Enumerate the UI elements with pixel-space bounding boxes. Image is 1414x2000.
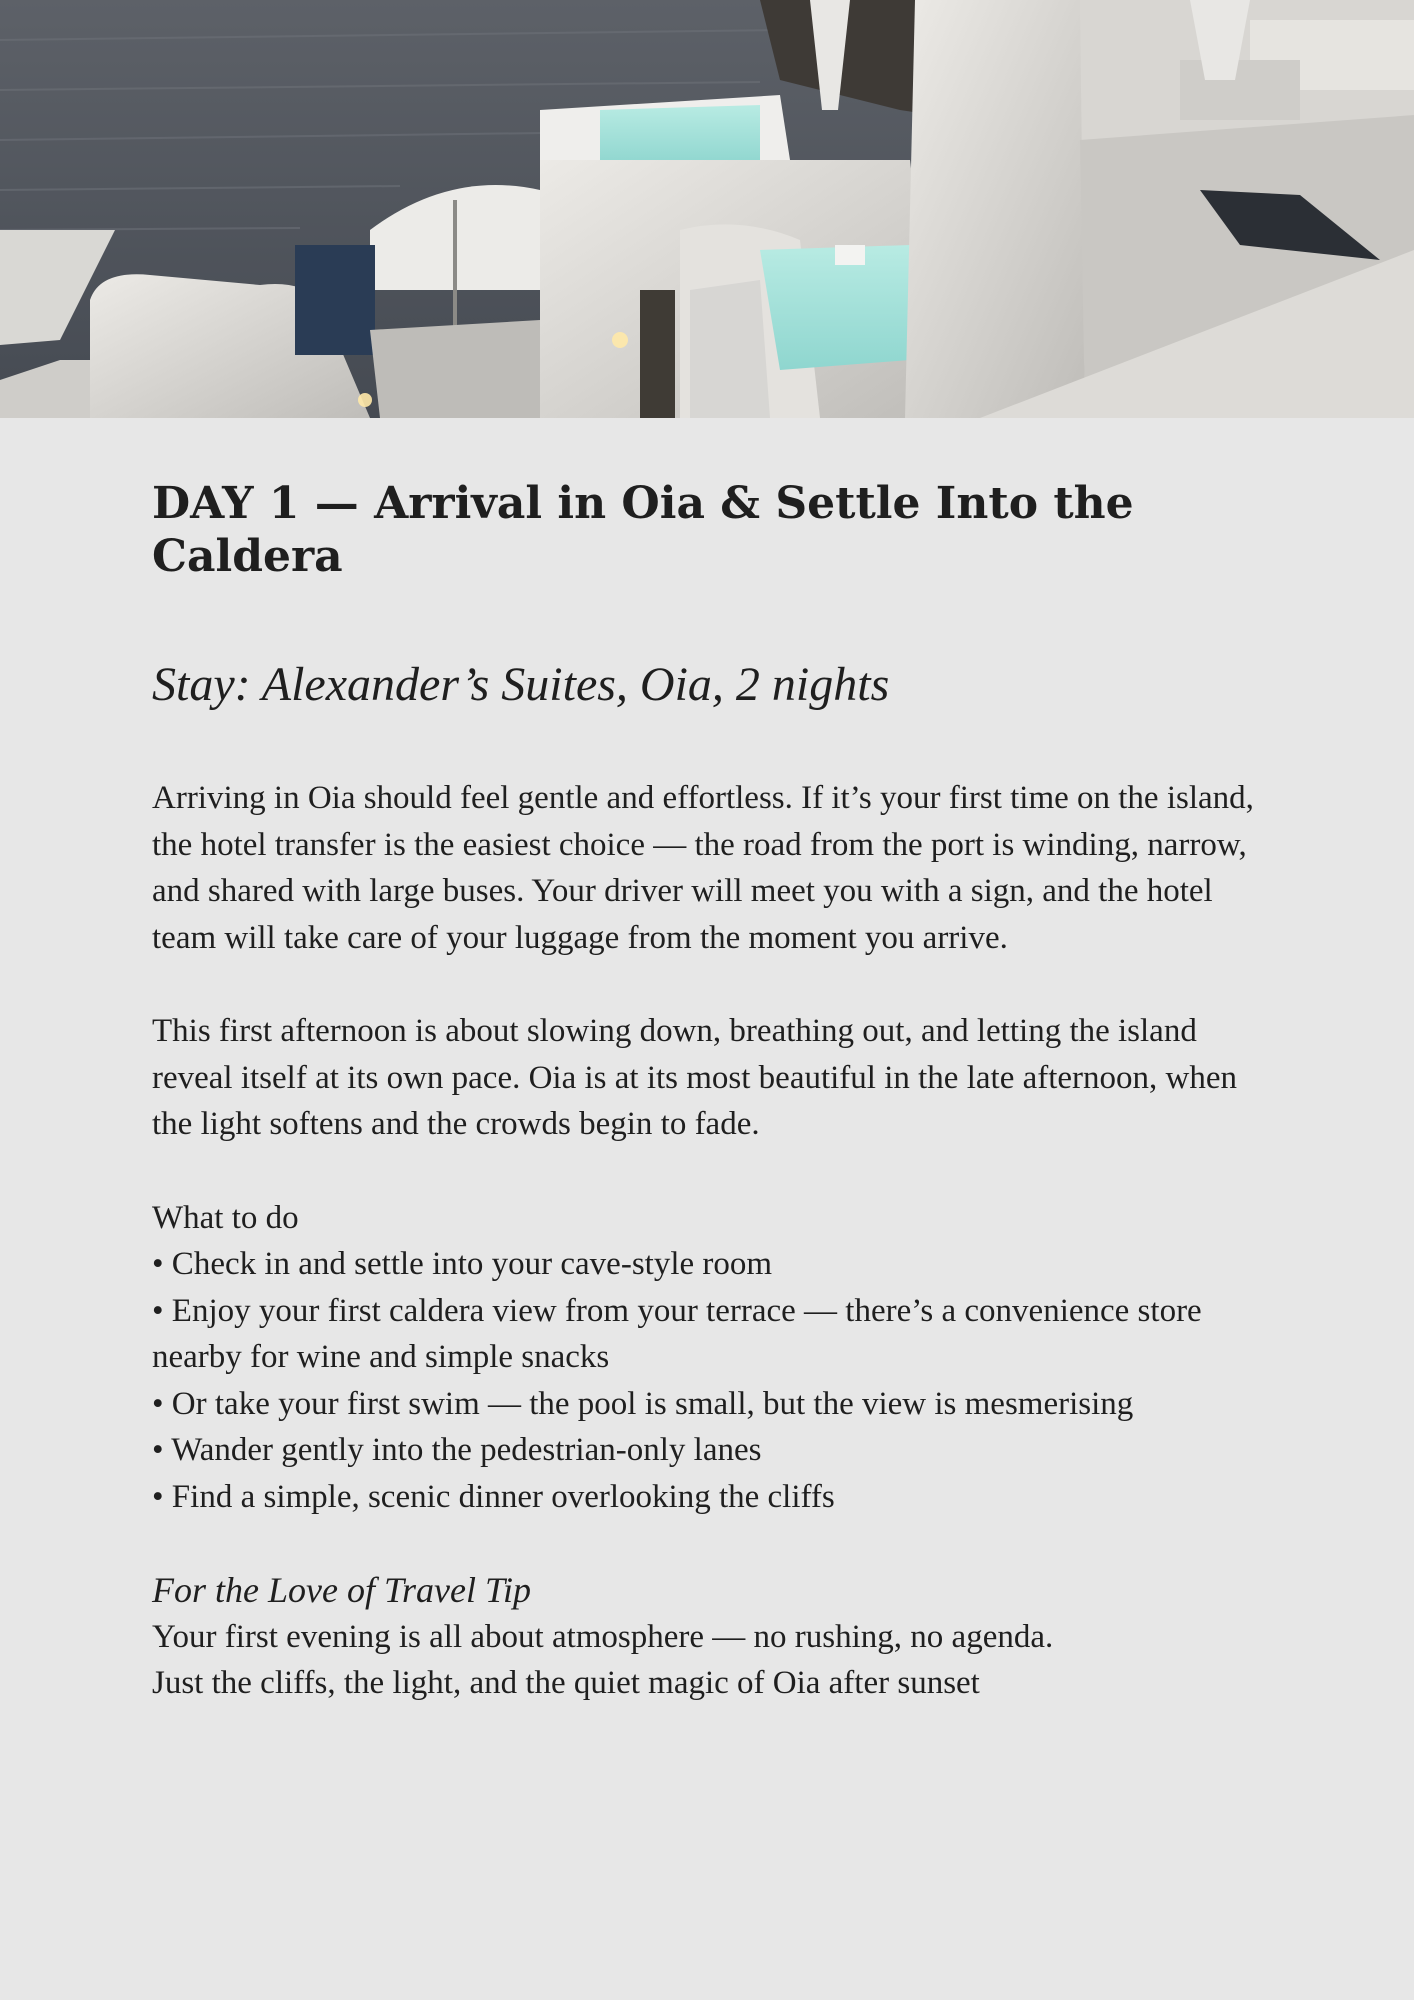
day-title: DAY 1 — Arrival in Oia & Settle Into the Caldera — [152, 478, 1134, 582]
what-to-do-section — [152, 1195, 1282, 1521]
list-item: • Or take your first swim — the pool is small, but the view is mesmerising — [152, 1385, 1134, 1422]
travel-tip-line: Just the cliffs, the light, and the quiet magic of Oia after sunset — [152, 1665, 980, 1702]
travel-tip-line: Your first evening is all about atmosphere — no rushing, no agenda. — [152, 1618, 1054, 1655]
travel-tip — [152, 1567, 1282, 1707]
what-to-do-heading: What to do — [152, 1199, 299, 1236]
travel-tip-title: For the Love of Travel Tip — [152, 1570, 532, 1611]
stay-subtitle: Stay: Alexander’s Suites, Oia, 2 nights — [152, 657, 890, 711]
list-item: • Find a simple, scenic dinner overlooking the cliffs — [152, 1478, 835, 1515]
intro-paragraph: Arriving in Oia should feel gentle and effortless. If it’s your first time on the island, the hotel transfer is the easiest choice — the road from the port is winding, narrow, and shared with large buses. Your driver will meet you with a sign, and the hotel team will take care of your luggage from the moment you arrive. — [152, 780, 1254, 956]
list-item: • Wander gently into the pedestrian-only lanes — [152, 1432, 762, 1469]
afternoon-paragraph: This first afternoon is about slowing down, breathing out, and letting the island reveal itself at its own pace. Oia is at its most beautiful in the late afternoon, when the light softens and the crowds begin to fade. — [152, 1013, 1238, 1143]
hero-image — [0, 0, 1414, 418]
list-item: • Enjoy your first caldera view from your terrace — there’s a convenience store nearby for wine and simple snacks — [152, 1292, 1202, 1376]
list-item: • Check in and settle into your cave-style room — [152, 1246, 773, 1283]
itinerary-content — [152, 418, 1282, 1707]
what-to-do-list — [152, 1241, 1282, 1520]
santorini-photo-icon — [0, 0, 1414, 418]
